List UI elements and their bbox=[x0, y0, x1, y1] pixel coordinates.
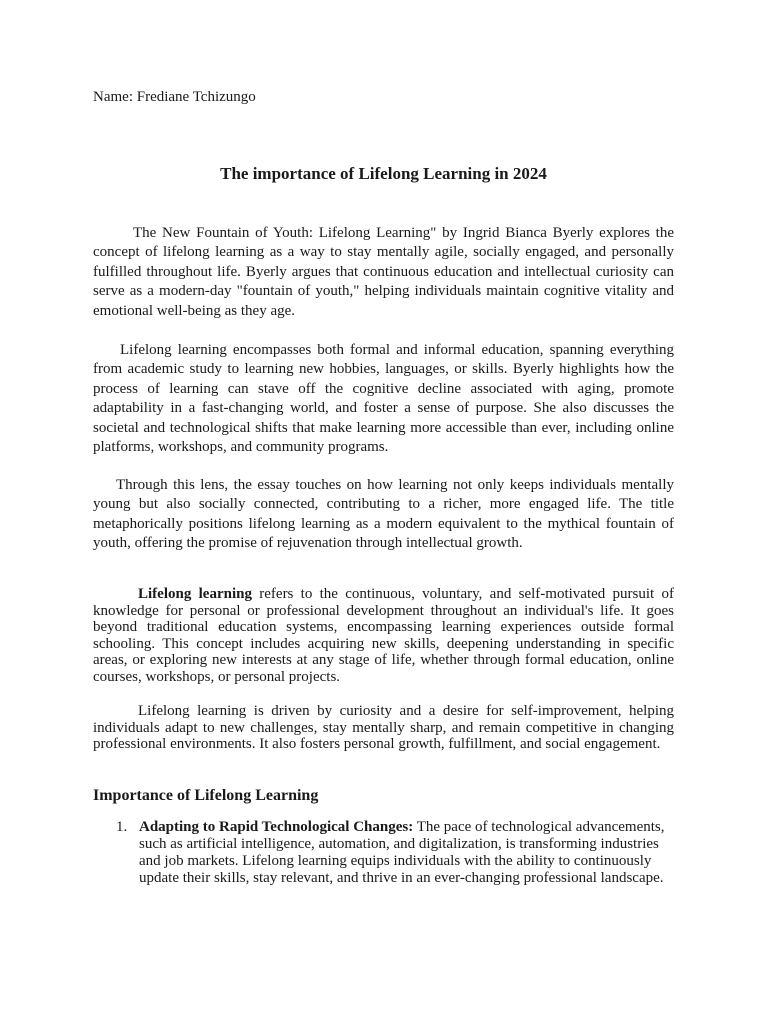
section-heading: Importance of Lifelong Learning bbox=[93, 787, 319, 804]
author-name: Name: Frediane Tchizungo bbox=[93, 89, 256, 105]
list-item-number: 1. bbox=[116, 819, 128, 835]
list-item-heading: Adapting to Rapid Technological Changes: bbox=[139, 819, 414, 835]
paragraph-formal-informal: Lifelong learning encompasses both formal and informal education, spanning everything from academic study to learning new hobbies, languages, or skills. Byerly highlights how the process of learning can stave off the cognitive decline associated with aging, promote adaptability in a fast-changing world, and foster a sense of purpose. She also discusses the societal and technological shifts that make learning more accessible than ever, including online platforms, workshops, and community programs. bbox=[93, 342, 674, 456]
paragraph-definition bbox=[93, 586, 674, 686]
list-item-text: The pace of technological advancements, such as artificial intelligence, automation, and digitalization, is transforming industries and job markets. Lifelong learning equips individuals with the ability to continuously update their skills, stay relevant, and thrive in an ever-changing professional landscape. bbox=[139, 819, 665, 886]
importance-list bbox=[93, 819, 674, 887]
document-title: The importance of Lifelong Learning in 2024 bbox=[220, 164, 547, 183]
definition-text: refers to the continuous, voluntary, and self-motivated pursuit of knowledge for personal or professional development throughout an individual's life. It goes beyond traditional education systems, encompassing learning experiences outside formal schooling. This concept includes acquiring new skills, deepening understanding in specific areas, or exploring new interests at any stage of life, whether through formal education, online courses, workshops, or personal projects. bbox=[93, 586, 675, 685]
paragraph-intro: The New Fountain of Youth: Lifelong Learning" by Ingrid Bianca Byerly explores the concept of lifelong learning as a way to stay mentally agile, socially engaged, and personally fulfilled throughout life. Byerly argues that continuous education and intellectual curiosity can serve as a modern-day "fountain of youth," helping individuals maintain cognitive vitality and emotional well-being as they age. bbox=[93, 225, 674, 319]
paragraph-lens: Through this lens, the essay touches on how learning not only keeps individuals mentally young but also socially connected, contributing to a richer, more engaged life. The title metaphorically positions lifelong learning as a modern equivalent to the mythical fountain of youth, offering the promise of rejuvenation through intellectual growth. bbox=[93, 477, 674, 552]
paragraph-driven: Lifelong learning is driven by curiosity and a desire for self-improvement, helping individuals adapt to new challenges, stay mentally sharp, and remain competitive in changing professional environments. It also fosters personal growth, fulfillment, and social engagement. bbox=[93, 703, 674, 753]
list-item bbox=[93, 819, 674, 887]
definition-term: Lifelong learning bbox=[138, 586, 252, 602]
